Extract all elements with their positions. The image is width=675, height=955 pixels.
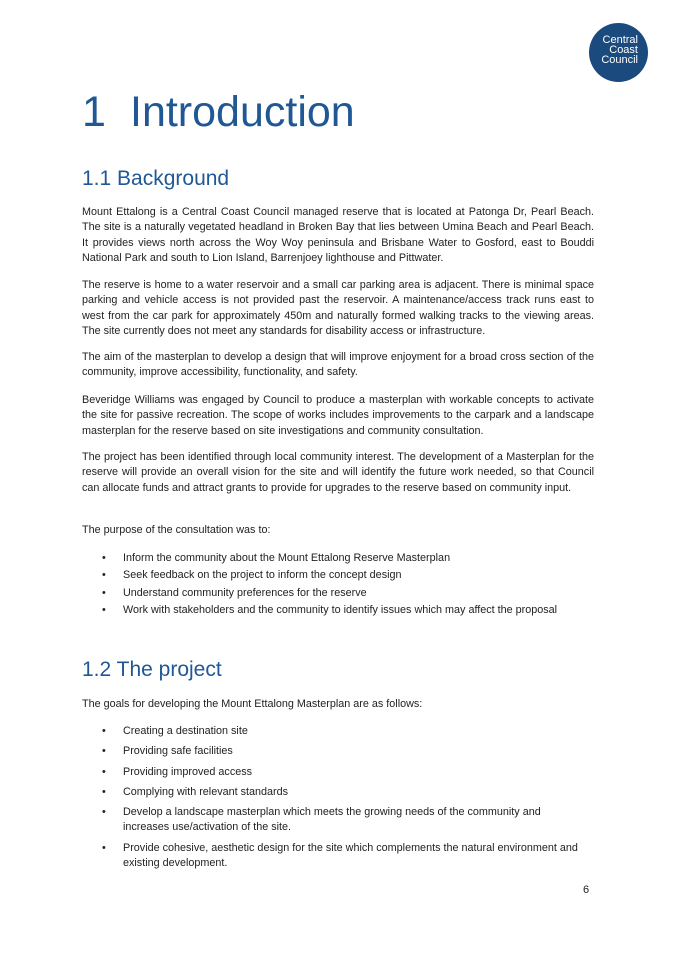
project-intro: The goals for developing the Mount Ettalong Masterplan are as follows:	[82, 698, 423, 710]
chapter-title: Introduction	[130, 88, 355, 136]
logo-line-3: Council	[601, 54, 638, 66]
logo-line-2: Coast	[609, 44, 638, 56]
list-item: • Develop a landscape masterplan which meets the growing needs of the community and increases use/activation of the site.	[82, 805, 594, 836]
background-paragraph-5: The project has been identified through local community interest. The development of a Masterplan for the reserve will provide an overall vision for the site and will identify the future work needed, so that Council can allocate funds and attract grants to provide for upgrades to the reserve based on community input.	[82, 451, 594, 494]
list-item: • Providing safe facilities	[82, 744, 594, 759]
background-paragraph-2: The reserve is home to a water reservoir and a small car parking area is adjacent. There is minimal space parking and vehicle access is not provided past the reservoir. A maintenance/access track runs east to west from the car park for approximately 450m and naturally formed walking tracks to the viewing areas. The site currently does not meet any standards for disability access or infrastructure.	[82, 279, 594, 337]
list-item: • Providing improved access	[82, 765, 594, 780]
chapter-heading	[82, 86, 355, 138]
logo-line-1: Central	[602, 34, 638, 46]
section-heading-project: 1.2 The project	[82, 658, 222, 681]
consultation-purpose-list	[82, 551, 594, 618]
background-paragraph-6: The purpose of the consultation was to:	[82, 524, 271, 536]
list-item: • Creating a destination site	[82, 724, 594, 739]
list-item: • Complying with relevant standards	[82, 785, 594, 800]
section-heading-background: 1.1 Background	[82, 167, 230, 190]
project-goals-list	[82, 724, 594, 871]
list-item: • Seek feedback on the project to inform the concept design	[82, 568, 594, 583]
list-item: • Provide cohesive, aesthetic design for the site which complements the natural environment and existing development.	[82, 841, 594, 872]
council-logo	[589, 23, 648, 82]
background-paragraph-1: Mount Ettalong is a Central Coast Council managed reserve that is located at Patonga Dr, Pearl Beach. The site is a naturally vegetated headland in Broken Bay that lies between Umina Beach and Pearl Beach. It provides views north across the Woy Woy peninsula and Brisbane Water to Gosford, east to Bouddi National Park and south to Lion Island, Barrenjoey lighthouse and Pittwater.	[82, 206, 594, 264]
list-item: • Inform the community about the Mount Ettalong Reserve Masterplan	[82, 551, 594, 566]
list-item: • Work with stakeholders and the community to identify issues which may affect the proposal	[82, 603, 594, 618]
chapter-number: 1	[82, 88, 106, 136]
background-paragraph-3: The aim of the masterplan to develop a design that will improve enjoyment for a broad cross section of the community, improve accessibility, functionality, and safety.	[82, 351, 594, 379]
background-paragraph-4: Beveridge Williams was engaged by Council to produce a masterplan with workable concepts to activate the site for passive recreation. The scope of works includes improvements to the carpark and a landscape masterplan for the reserve based on site investigations and community consultation.	[82, 394, 594, 437]
list-item: • Understand community preferences for the reserve	[82, 586, 594, 601]
page-number: 6	[583, 884, 590, 896]
